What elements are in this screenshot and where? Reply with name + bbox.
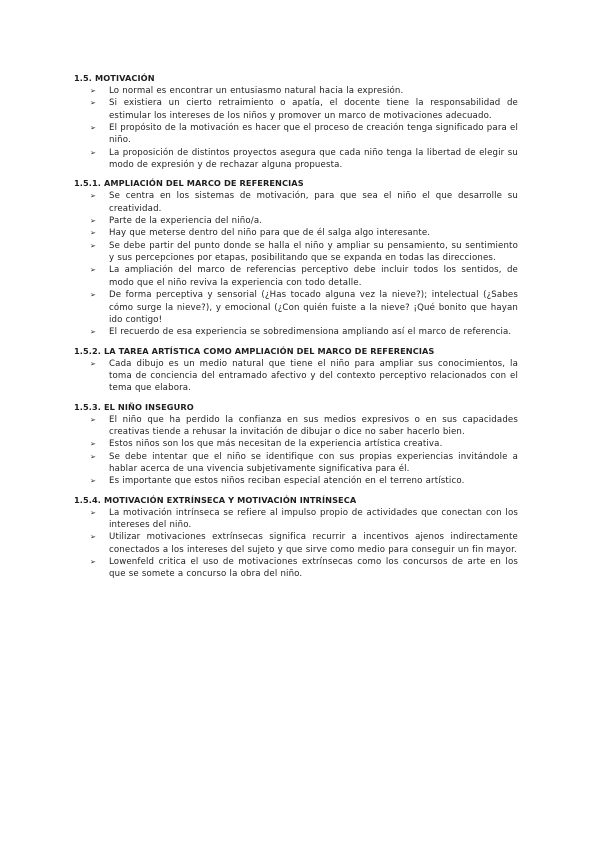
section-heading: 1.5.3. EL NIÑO INSEGURO — [74, 401, 194, 412]
bullet-list — [74, 190, 518, 338]
bullet-list — [74, 507, 518, 581]
section-ampliacion-marco — [74, 178, 518, 338]
list-item: ➢ El recuerdo de esa experiencia se sobredimensiona ampliando así el marco de referencia. — [90, 327, 512, 338]
section-nino-inseguro — [74, 402, 518, 488]
arrow-bullet-icon: ➢ — [90, 477, 97, 486]
arrow-bullet-icon: ➢ — [90, 291, 97, 300]
arrow-bullet-icon: ➢ — [90, 508, 97, 517]
arrow-bullet-icon: ➢ — [90, 192, 97, 201]
arrow-bullet-icon: ➢ — [90, 229, 97, 238]
arrow-bullet-icon: ➢ — [90, 359, 97, 368]
arrow-bullet-icon: ➢ — [90, 533, 97, 542]
arrow-bullet-icon: ➢ — [90, 440, 97, 449]
list-item: ➢ Hay que meterse dentro del niño para que de él salga algo interesante. — [90, 228, 431, 239]
list-item: ➢ El propósito de la motivación es hacer que el proceso de creación tenga significado para el niño. — [90, 123, 518, 146]
section-heading: 1.5.1. AMPLIACIÓN DEL MARCO DE REFERENCIAS — [74, 178, 304, 189]
list-item: ➢ De forma perceptiva y sensorial (¿Has tocado alguna vez la nieve?); intelectual (¿Sabes cómo surge la nieve?), y emocional (¿Con quién fuiste a la nieve? ¡Qué bonito que hayan ido contigo! — [90, 290, 518, 325]
arrow-bullet-icon: ➢ — [90, 266, 97, 275]
arrow-bullet-icon: ➢ — [90, 87, 97, 95]
list-item: ➢ La motivación intrínseca se refiere al impulso propio de actividades que conectan con los intereses del niño. — [90, 507, 518, 530]
section-motivacion-extrinseca-intrinseca — [74, 495, 518, 581]
arrow-bullet-icon: ➢ — [90, 217, 97, 226]
arrow-bullet-icon: ➢ — [90, 124, 97, 133]
arrow-bullet-icon: ➢ — [90, 328, 97, 337]
arrow-bullet-icon: ➢ — [90, 452, 97, 461]
list-item: ➢ Es importante que estos niños reciban especial atención en el terreno artístico. — [90, 476, 465, 487]
arrow-bullet-icon: ➢ — [90, 558, 97, 566]
list-item: ➢ Cada dibujo es un medio natural que tiene el niño para ampliar sus conocimientos, la toma de conciencia del entramado afectivo y del contexto perceptivo relacionados con el tema que elabora. — [90, 358, 518, 394]
section-heading: 1.5.4. MOTIVACIÓN EXTRÍNSECA Y MOTIVACIÓN INTRÍNSECA — [74, 494, 357, 505]
list-item: ➢ Utilizar motivaciones extrínsecas significa recurrir a incentivos ajenos indirectamente conectados a los intereses del sujeto y que sirve como medio para conseguir un fin mayor. — [90, 532, 518, 555]
arrow-bullet-icon: ➢ — [90, 148, 97, 157]
section-heading: 1.5.2. LA TAREA ARTÍSTICA COMO AMPLIACIÓN DEL MARCO DE REFERENCIAS — [74, 345, 435, 356]
section-tarea-artistica — [74, 346, 518, 395]
list-item: ➢ Se debe intentar que el niño se identifique con sus propias experiencias invitándole a hablar acerca de una vivencia subjetivamente significativa para él. — [90, 451, 518, 474]
list-item: ➢ Se centra en los sistemas de motivación, para que sea el niño el que desarrolle su creatividad. — [90, 191, 518, 214]
bullet-list — [74, 358, 518, 395]
list-item: ➢ Lowenfeld critica el uso de motivaciones extrínsecas como los concursos de arte en los que se somete a concurso la obra del niño. — [90, 557, 518, 580]
list-item: ➢ El niño que ha perdido la confianza en sus medios expresivos o en sus capacidades creativas tiende a rehusar la invitación de dibujar o dice no saber hacerlo bien. — [90, 414, 518, 437]
list-item: ➢ Lo normal es encontrar un entusiasmo natural hacia la expresión. — [90, 86, 404, 96]
list-item: ➢ La proposición de distintos proyectos asegura que cada niño tenga la libertad de elegir su modo de expresión y de rechazar alguna propuesta. — [90, 147, 518, 171]
section-motivacion — [74, 73, 518, 171]
section-heading: 1.5. MOTIVACIÓN — [74, 73, 155, 83]
arrow-bullet-icon: ➢ — [90, 241, 97, 250]
list-item: ➢ Si existiera un cierto retraimiento o apatía, el docente tiene la responsabilidad de estimular los intereses de los niños y promover un marco de motivaciones adecuado. — [90, 98, 518, 121]
bullet-list — [74, 85, 518, 171]
list-item: ➢ La ampliación del marco de referencias perceptivo debe incluir todos los sentidos, de modo que el niño reviva la experiencia con todo detalle. — [90, 265, 518, 288]
arrow-bullet-icon: ➢ — [90, 415, 97, 424]
arrow-bullet-icon: ➢ — [90, 99, 97, 108]
list-item: ➢ Estos niños son los que más necesitan de la experiencia artística creativa. — [90, 439, 443, 450]
list-item: ➢ Se debe partir del punto donde se halla el niño y ampliar su pensamiento, su sentimiento y sus percepciones por etapas, posibilitando que se expanda en todas las direcciones. — [90, 240, 518, 264]
list-item: ➢ Parte de la experiencia del niño/a. — [90, 216, 263, 227]
bullet-list — [74, 414, 518, 488]
